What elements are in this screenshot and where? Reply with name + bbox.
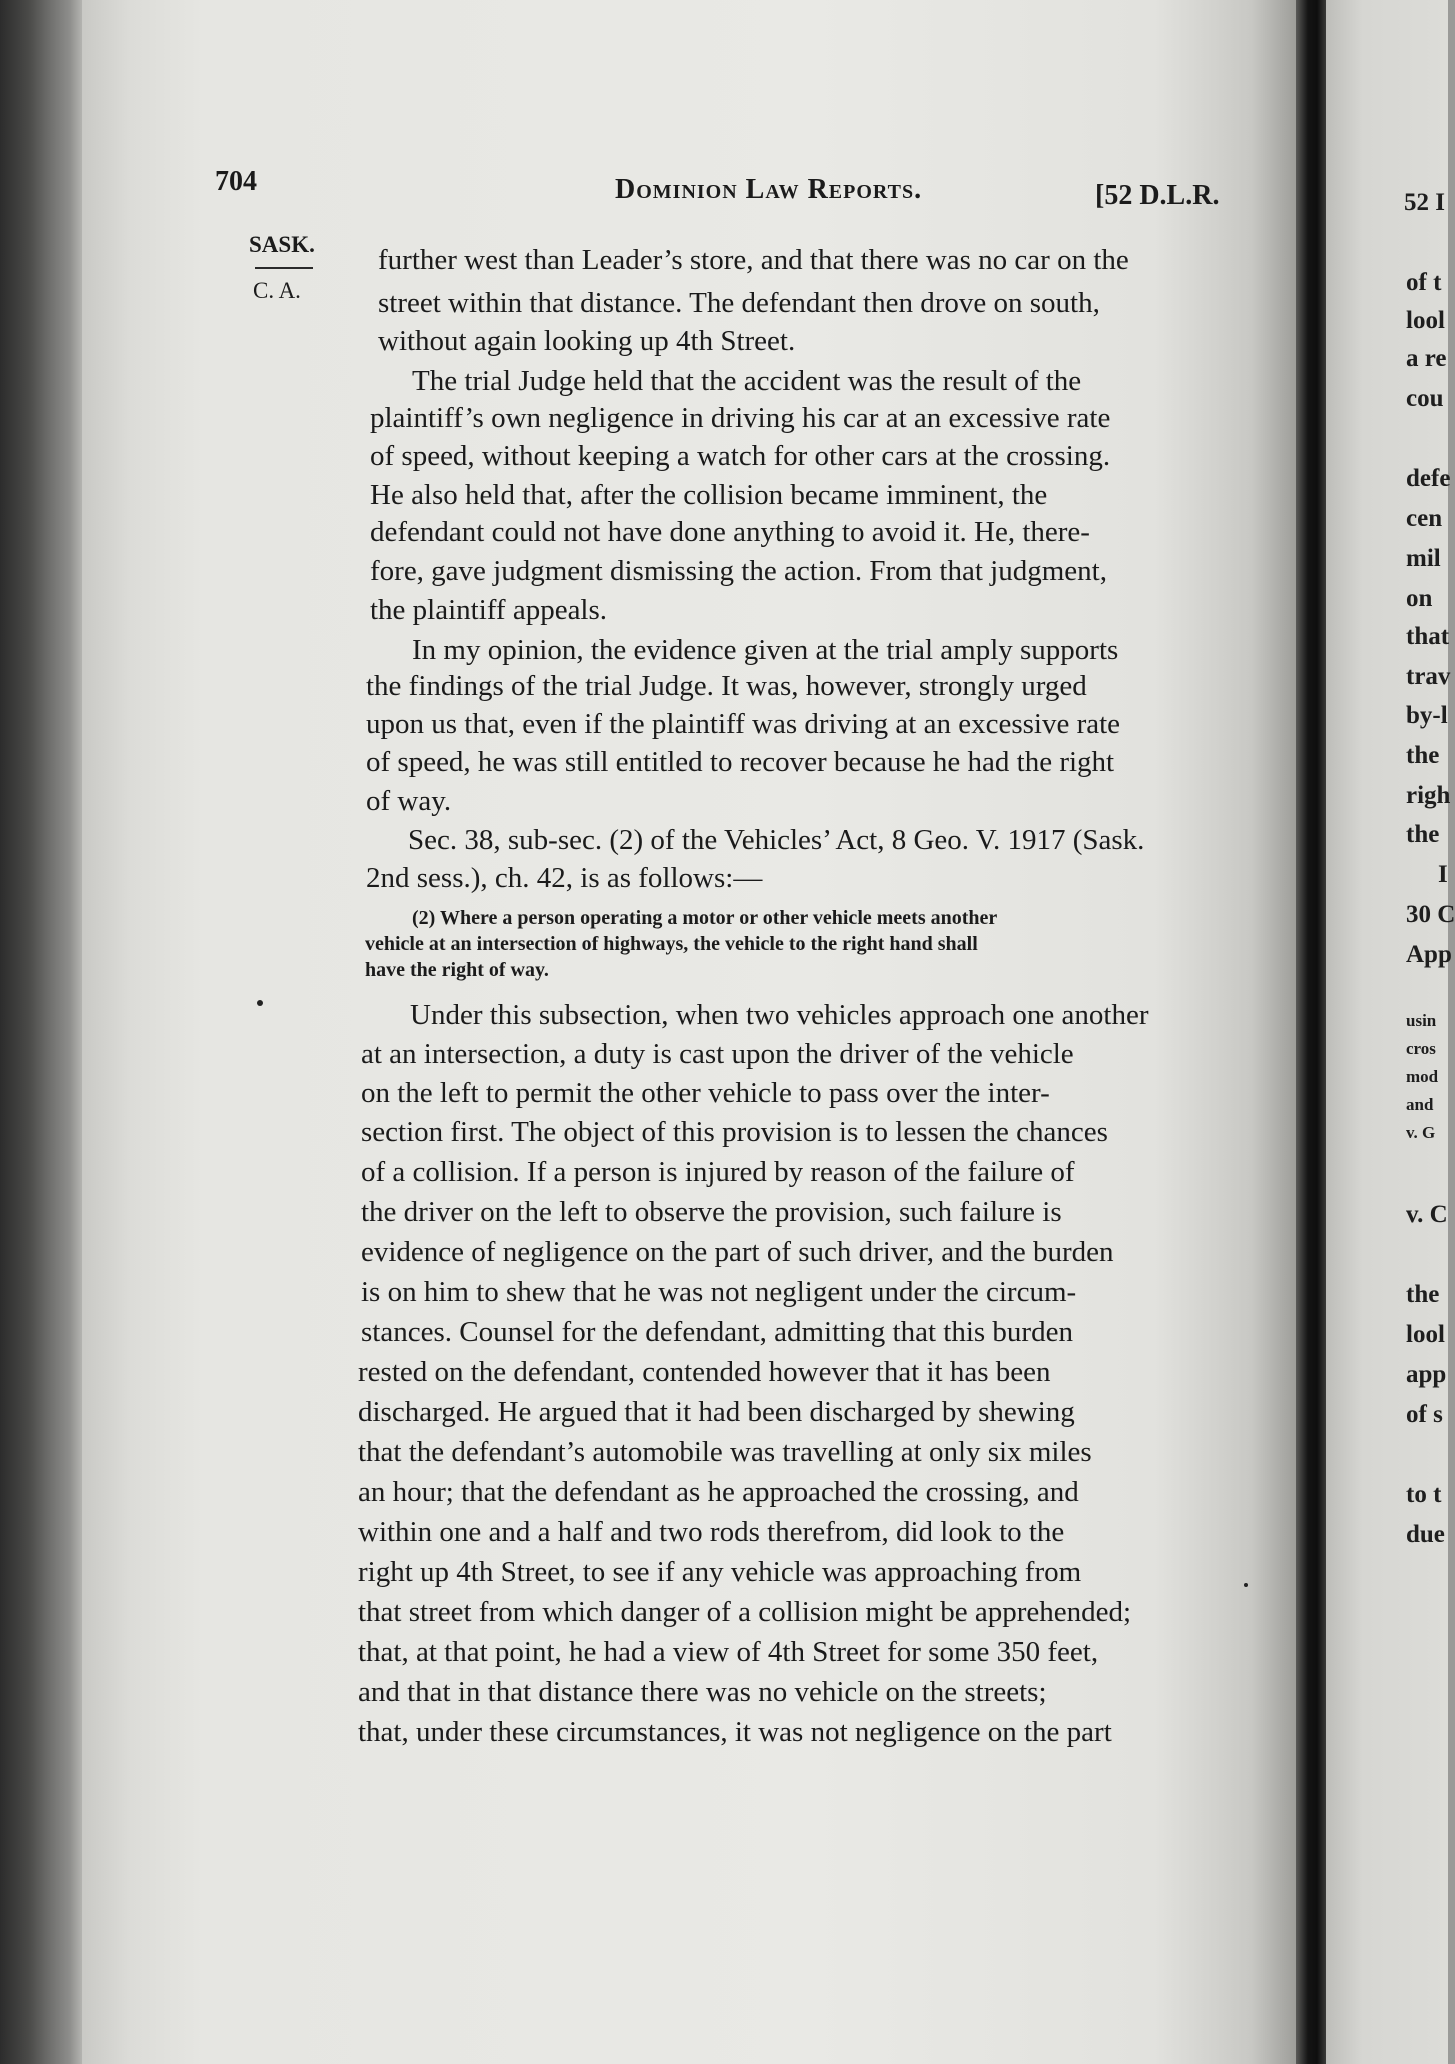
margin-division: C. A. [253,278,301,303]
facing-page-line: cros [1406,1039,1436,1058]
page-speck [1244,1583,1248,1587]
facing-page-line: cou [1406,385,1444,412]
text-line: at an intersection, a duty is cast upon the driver of the vehicle [361,1038,1074,1070]
text-line: street within that distance. The defendant then drove on south, [378,287,1100,319]
facing-page-line: a re [1406,345,1447,372]
text-line: that the defendant’s automobile was travelling at only six miles [358,1436,1092,1468]
facing-page-line: and [1406,1095,1434,1114]
facing-page-line: by-l [1406,702,1448,729]
text-line: of speed, without keeping a watch for other cars at the crossing. [370,440,1111,472]
facing-page [1326,0,1455,2064]
facing-page-header: 52 I [1404,189,1445,216]
facing-page-line: v. C [1406,1201,1448,1228]
facing-page-line: lool [1406,1321,1445,1348]
text-line: plaintiff’s own negligence in driving his car at an excessive rate [370,402,1111,434]
facing-page-line: due [1406,1521,1445,1548]
page-number: 704 [215,166,257,197]
text-line: within one and a half and two rods therefrom, did look to the [358,1516,1065,1548]
text-line: that, at that point, he had a view of 4th Street for some 350 feet, [358,1636,1099,1668]
text-line: upon us that, even if the plaintiff was driving at an excessive rate [366,708,1121,740]
facing-page-line: trav [1406,663,1451,690]
running-title: Dominion Law Reports. [615,174,923,205]
facing-page-line: on [1406,585,1433,612]
page-speck [257,1000,263,1006]
text-line: Under this subsection, when two vehicles approach one another [410,999,1149,1031]
text-line: discharged. He argued that it had been discharged by shewing [358,1396,1075,1428]
facing-page-line: the [1406,1281,1440,1308]
facing-page-line: usin [1406,1011,1437,1030]
text-line: further west than Leader’s store, and that there was no car on the [378,244,1129,276]
text-line: defendant could not have done anything to avoid it. He, there- [370,516,1090,548]
text-line: the findings of the trial Judge. It was, however, strongly urged [366,670,1087,702]
facing-page-line: lool [1406,307,1445,334]
quote-line: (2) Where a person operating a motor or other vehicle meets another [412,907,998,929]
facing-page-line: to t [1406,1481,1442,1508]
text-line: 2nd sess.), ch. 42, is as follows:— [366,862,763,894]
facing-page-line: of s [1406,1401,1443,1428]
facing-page-line: App [1406,941,1452,968]
facing-page-line: defe [1406,465,1451,492]
text-line: that, under these circumstances, it was not negligence on the part [358,1716,1112,1748]
facing-page-line: app [1406,1361,1447,1388]
margin-court: SASK. [249,232,315,257]
text-line: stances. Counsel for the defendant, admitting that this burden [361,1316,1073,1348]
quote-line: vehicle at an intersection of highways, the vehicle to the right hand shall [365,933,978,955]
text-line: and that in that distance there was no vehicle on the streets; [358,1676,1047,1708]
book-gutter [1296,0,1326,2064]
margin-rule [255,267,313,269]
facing-page-line: the [1406,742,1440,769]
volume-reference: [52 D.L.R. [1095,180,1220,211]
text-line: is on him to shew that he was not negligent under the circum- [361,1276,1077,1308]
text-line: fore, gave judgment dismissing the action. From that judgment, [370,555,1107,587]
facing-page-line: mod [1406,1067,1439,1086]
text-line: of a collision. If a person is injured by reason of the failure of [361,1156,1075,1188]
facing-page-line: cen [1406,505,1443,532]
text-line: right up 4th Street, to see if any vehicle was approaching from [358,1556,1082,1588]
facing-page-line: I [1438,861,1448,888]
text-line: the driver on the left to observe the provision, such failure is [361,1196,1062,1228]
text-line: In my opinion, the evidence given at the trial amply supports [412,634,1119,666]
facing-page-line: of t [1406,269,1442,296]
text-line: an hour; that the defendant as he approached the crossing, and [358,1476,1079,1508]
text-line: evidence of negligence on the part of such driver, and the burden [361,1236,1114,1268]
text-line: of way. [366,785,452,817]
facing-page-line: 30 C [1406,901,1455,928]
facing-page-line: mil [1406,545,1441,572]
facing-page-line: that [1406,623,1450,650]
quote-line: have the right of way. [365,959,549,981]
facing-page-line: the [1406,821,1440,848]
text-line: of speed, he was still entitled to recover because he had the right [366,746,1115,778]
text-line: that street from which danger of a collision might be apprehended; [358,1596,1132,1628]
facing-page-line: v. G [1406,1123,1436,1142]
text-line: The trial Judge held that the accident was the result of the [412,365,1082,397]
text-line: section first. The object of this provision is to lessen the chances [361,1116,1108,1148]
text-line: He also held that, after the collision became imminent, the [370,479,1048,511]
text-line: Sec. 38, sub-sec. (2) of the Vehicles’ Act, 8 Geo. V. 1917 (Sask. [408,824,1145,856]
text-line: the plaintiff appeals. [370,594,608,626]
facing-page-line: righ [1406,782,1451,809]
book-binding [0,0,82,2064]
text-line: on the left to permit the other vehicle to pass over the inter- [361,1077,1050,1109]
text-line: without again looking up 4th Street. [378,325,796,357]
text-line: rested on the defendant, contended however that it has been [358,1356,1051,1388]
